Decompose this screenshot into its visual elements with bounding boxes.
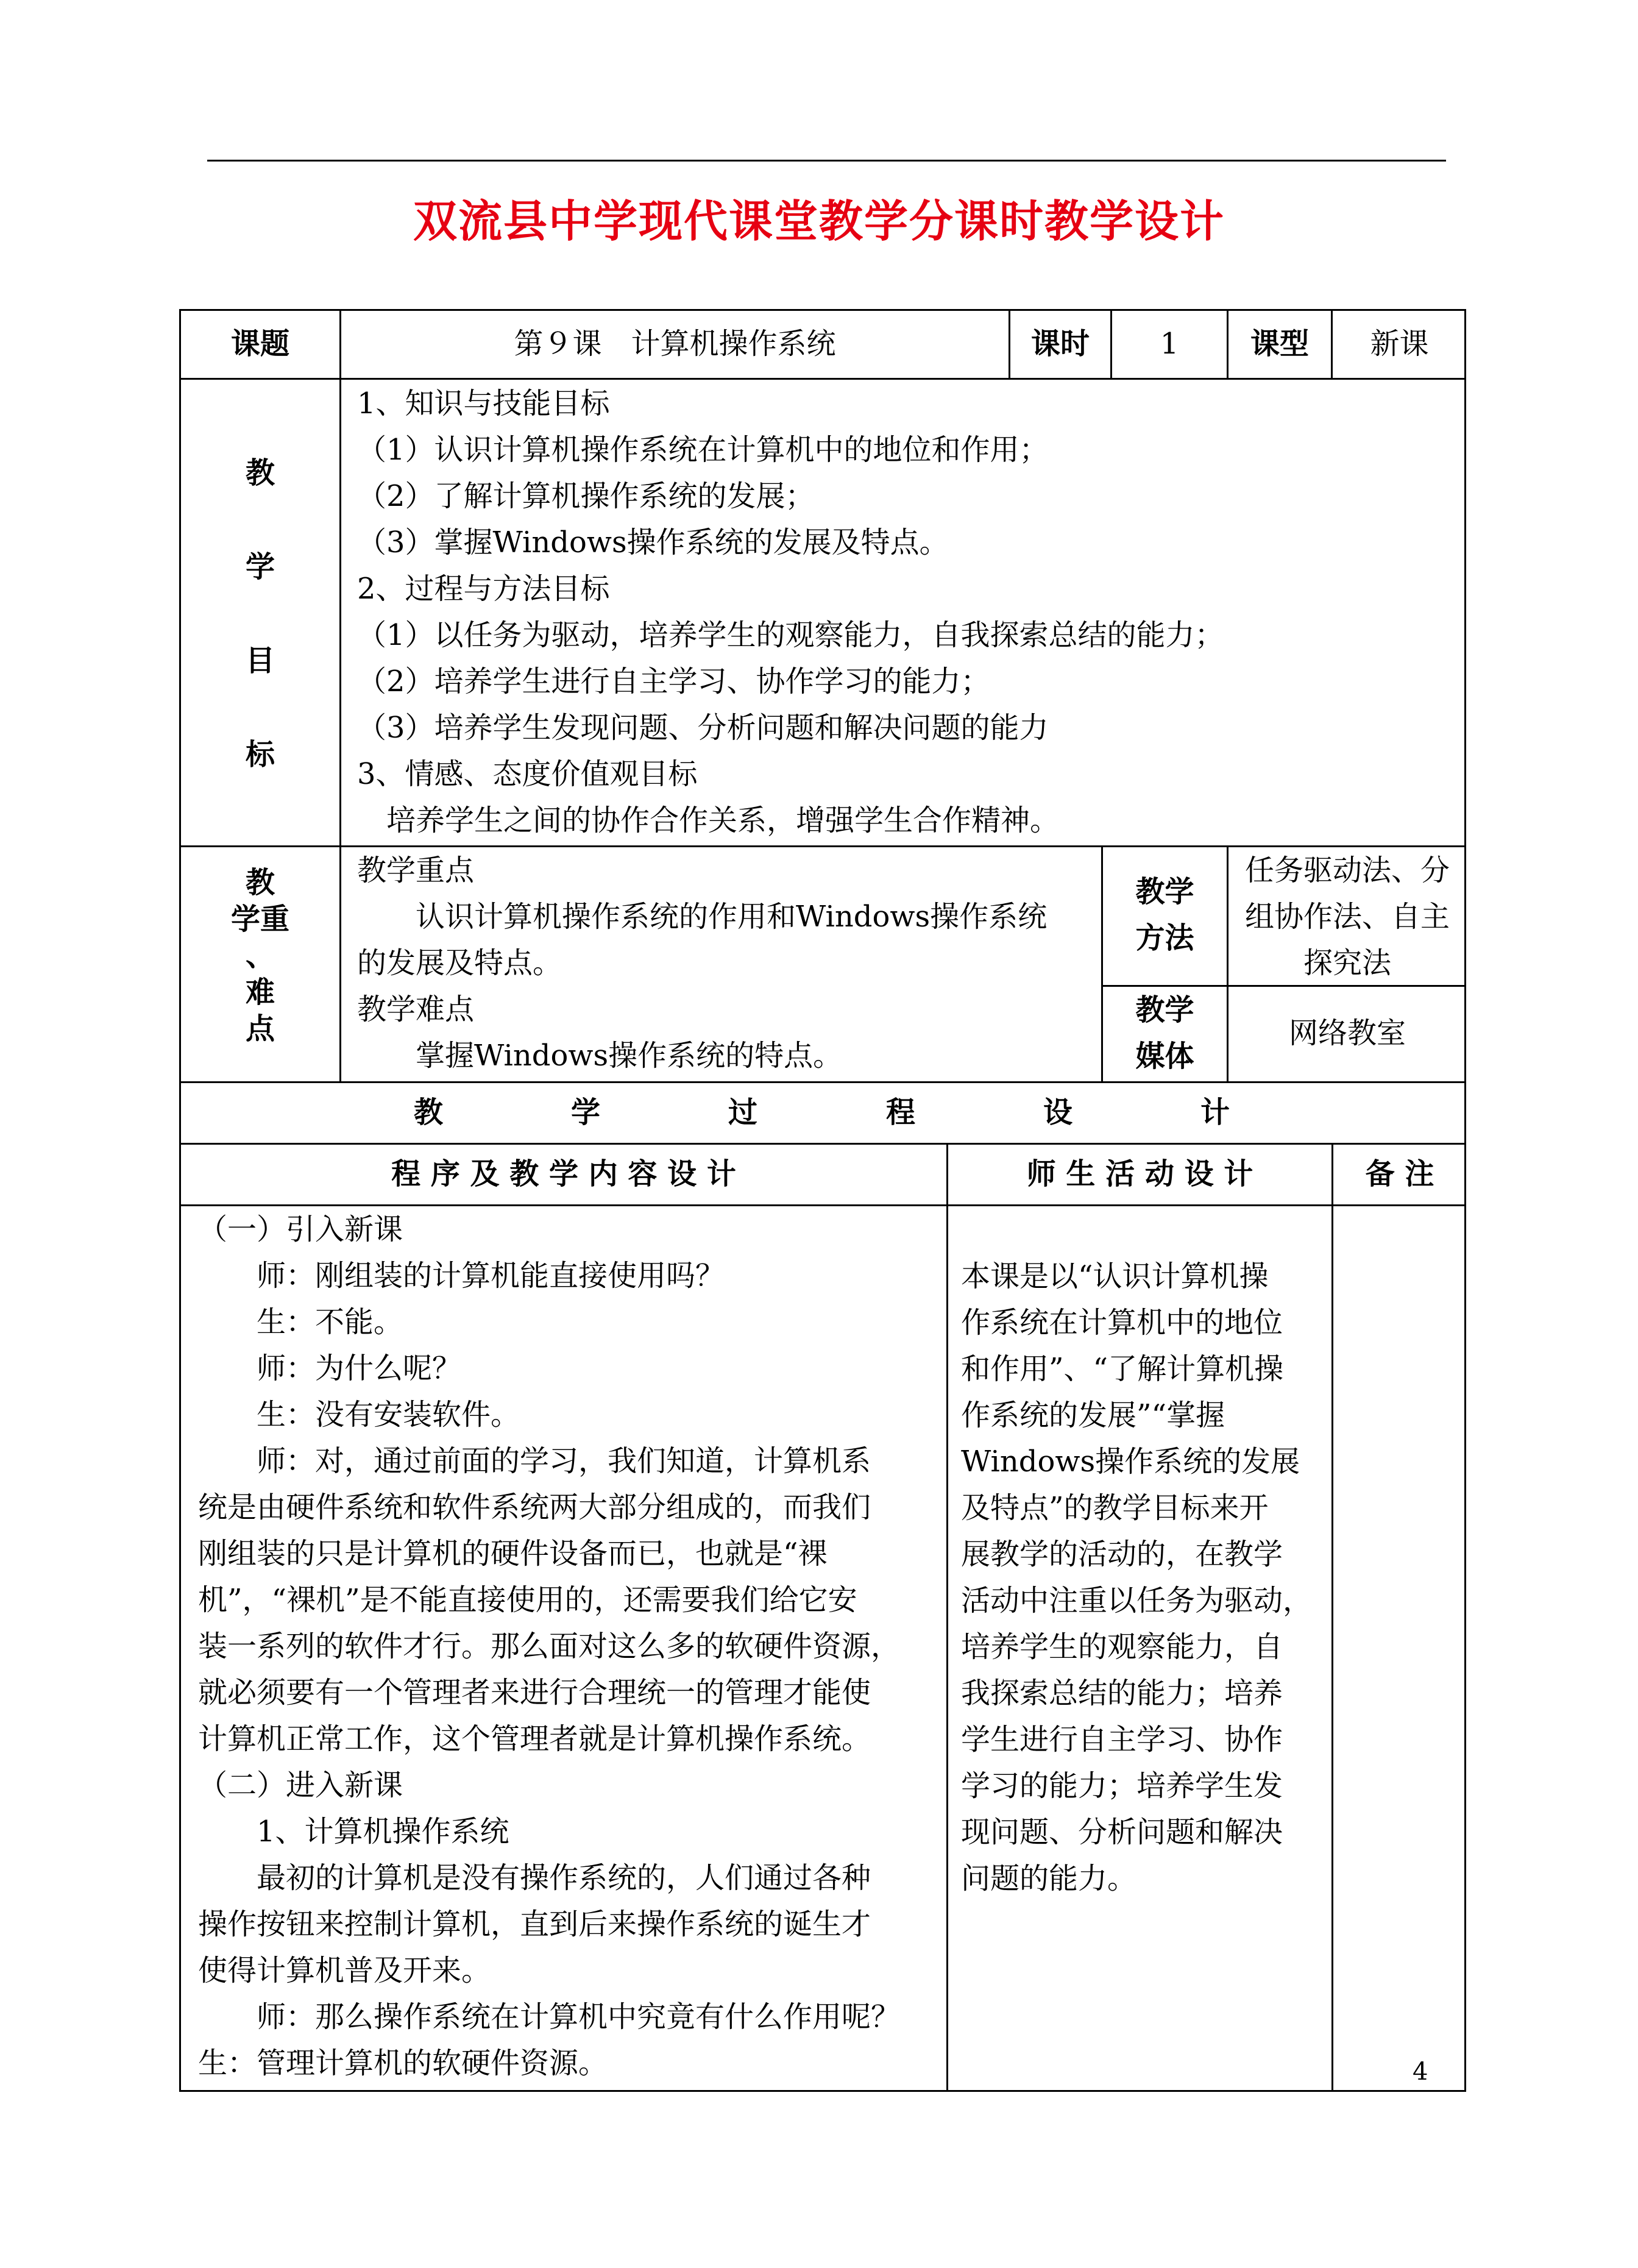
objective-line: （3）掌握Windows操作系统的发展及特点。 bbox=[357, 525, 949, 560]
key-points-label bbox=[181, 864, 339, 1047]
activity-line: 本课是以“认识计算机操 bbox=[961, 1259, 1269, 1293]
key-points-label-line: 点 bbox=[245, 1012, 275, 1046]
content-line: （二）进入新课 bbox=[198, 1768, 403, 1802]
content-line: 师：那么操作系统在计算机中究竟有什么作用呢？ bbox=[198, 2000, 901, 2034]
content-line: 师：对，通过前面的学习，我们知道，计算机系 bbox=[198, 1444, 871, 1478]
key-point-line: 认识计算机操作系统的作用和Windows操作系统 bbox=[357, 900, 1048, 934]
activity-line: 作系统在计算机中的地位 bbox=[961, 1306, 1283, 1340]
page-number: 4 bbox=[1413, 2058, 1428, 2086]
key-points-label-line: 难 bbox=[245, 975, 275, 1009]
content-line: 刚组装的只是计算机的硬件设备而已，也就是“裸 bbox=[198, 1537, 828, 1571]
topic-value: 第９课 计算机操作系统 bbox=[514, 327, 836, 361]
objective-line: （3）培养学生发现问题、分析问题和解决问题的能力 bbox=[357, 711, 1049, 745]
objective-line: 2、过程与方法目标 bbox=[357, 572, 610, 606]
key-points-text bbox=[357, 847, 1047, 1079]
content-column-header: 程 序 及 教 学 内 容 设 计 bbox=[391, 1157, 736, 1191]
activity-line: 和作用”、“了解计算机操 bbox=[961, 1352, 1284, 1386]
activity-line: 及特点”的教学目标来开 bbox=[961, 1491, 1269, 1525]
process-header-char: 设 bbox=[1043, 1095, 1073, 1129]
header-rule bbox=[207, 160, 1446, 162]
media-label bbox=[1103, 987, 1227, 1079]
activity-column-header: 师 生 活 动 设 计 bbox=[1026, 1157, 1253, 1191]
process-header-char: 学 bbox=[571, 1095, 601, 1129]
type-label: 课型 bbox=[1250, 327, 1309, 361]
method-label bbox=[1103, 869, 1227, 961]
activity-body bbox=[961, 1253, 1312, 1902]
objectives-list bbox=[357, 380, 1224, 844]
content-line: 生：没有安装软件。 bbox=[198, 1398, 520, 1432]
objectives-label-char: 学 bbox=[245, 550, 275, 584]
remark-column-header: 备 注 bbox=[1365, 1157, 1434, 1191]
hours-value: 1 bbox=[1160, 327, 1179, 361]
method-label-line: 教学 bbox=[1135, 875, 1194, 909]
activity-line: 培养学生的观察能力，自 bbox=[961, 1630, 1283, 1664]
objective-line: 培养学生之间的协作合作关系，增强学生合作精神。 bbox=[357, 803, 1060, 837]
key-points-label-line: 学重 bbox=[230, 902, 289, 936]
objective-line: （1）以任务为驱动，培养学生的观察能力，自我探索总结的能力； bbox=[357, 618, 1224, 652]
method-value-line: 任务驱动法、分 bbox=[1244, 853, 1450, 887]
process-header bbox=[179, 1089, 1466, 1136]
content-line: 就必须要有一个管理者来进行合理统一的管理才能使 bbox=[198, 1676, 871, 1710]
media-label-line: 媒体 bbox=[1135, 1039, 1194, 1073]
key-point-line: 教学难点 bbox=[357, 992, 475, 1026]
process-header-char: 教 bbox=[414, 1095, 444, 1129]
content-line: 装一系列的软件才行。那么面对这么多的软硬件资源， bbox=[198, 1629, 901, 1663]
key-point-line: 掌握Windows操作系统的特点。 bbox=[357, 1039, 843, 1073]
process-header-char: 计 bbox=[1200, 1095, 1230, 1129]
activity-line: 学生进行自主学习、协作 bbox=[961, 1722, 1283, 1757]
content-line: 1、计算机操作系统 bbox=[198, 1815, 509, 1849]
method-label-line: 方法 bbox=[1135, 921, 1194, 955]
activity-line: 学习的能力；培养学生发 bbox=[961, 1769, 1283, 1803]
content-line: 计算机正常工作，这个管理者就是计算机操作系统。 bbox=[198, 1722, 871, 1756]
key-point-line: 的发展及特点。 bbox=[357, 946, 562, 980]
content-line: 机”，“裸机”是不能直接使用的，还需要我们给它安 bbox=[198, 1583, 857, 1617]
content-line: 生：不能。 bbox=[198, 1305, 403, 1339]
media-value: 网络教室 bbox=[1288, 1016, 1406, 1050]
col-divider bbox=[1331, 1143, 1333, 2092]
topic-label: 课题 bbox=[230, 327, 289, 361]
content-line: 操作按钮来控制计算机，直到后来操作系统的诞生才 bbox=[198, 1907, 871, 1941]
content-body bbox=[198, 1206, 900, 2086]
objective-line: 1、知识与技能目标 bbox=[357, 386, 610, 421]
objectives-label-char: 教 bbox=[245, 456, 275, 490]
objectives-label-char: 目 bbox=[245, 644, 275, 678]
col-divider bbox=[339, 309, 341, 1081]
activity-line: 作系统的发展”“掌握 bbox=[961, 1398, 1225, 1432]
hours-label: 课时 bbox=[1030, 327, 1090, 361]
activity-line: 问题的能力。 bbox=[961, 1861, 1137, 1896]
activity-line: 活动中注重以任务为驱动， bbox=[961, 1584, 1313, 1618]
method-value bbox=[1228, 847, 1466, 986]
content-line: 使得计算机普及开来。 bbox=[198, 1953, 491, 1988]
row-divider bbox=[179, 378, 1466, 380]
content-line: 师：为什么呢？ bbox=[198, 1351, 462, 1385]
document-title: 双流县中学现代课堂教学分课时教学设计 bbox=[413, 195, 1225, 247]
content-line: （一）引入新课 bbox=[198, 1212, 403, 1246]
key-points-label-line: 教 bbox=[245, 866, 275, 900]
col-divider bbox=[946, 1143, 948, 2092]
process-header-char: 过 bbox=[728, 1095, 758, 1129]
objective-line: （2）了解计算机操作系统的发展； bbox=[357, 479, 815, 513]
key-point-line: 教学重点 bbox=[357, 853, 475, 887]
activity-line: 展教学的活动的，在教学 bbox=[961, 1537, 1283, 1571]
process-header-char: 程 bbox=[886, 1095, 916, 1129]
objective-line: （1）认识计算机操作系统在计算机中的地位和作用； bbox=[357, 433, 1049, 467]
method-value-line: 组协作法、自主 bbox=[1244, 900, 1450, 934]
media-label-line: 教学 bbox=[1135, 993, 1194, 1027]
objective-line: 3、情感、态度价值观目标 bbox=[357, 757, 698, 791]
objective-line: （2）培养学生进行自主学习、协作学习的能力； bbox=[357, 664, 990, 699]
activity-line: 现问题、分析问题和解决 bbox=[961, 1815, 1283, 1849]
activity-line: Windows操作系统的发展 bbox=[961, 1445, 1300, 1479]
objectives-label-char: 标 bbox=[245, 738, 275, 772]
type-value: 新课 bbox=[1370, 327, 1429, 361]
row-divider bbox=[179, 1081, 1466, 1083]
key-points-label-line: 、 bbox=[245, 939, 275, 973]
content-line: 最初的计算机是没有操作系统的，人们通过各种 bbox=[198, 1861, 871, 1895]
activity-line: 我探索总结的能力；培养 bbox=[961, 1676, 1283, 1710]
row-divider bbox=[179, 1143, 1466, 1145]
content-line: 统是由硬件系统和软件系统两大部分组成的，而我们 bbox=[198, 1490, 871, 1524]
content-line: 生：管理计算机的软硬件资源。 bbox=[198, 2046, 608, 2080]
content-line: 师：刚组装的计算机能直接使用吗？ bbox=[198, 1259, 725, 1293]
method-value-line: 探究法 bbox=[1303, 946, 1391, 980]
